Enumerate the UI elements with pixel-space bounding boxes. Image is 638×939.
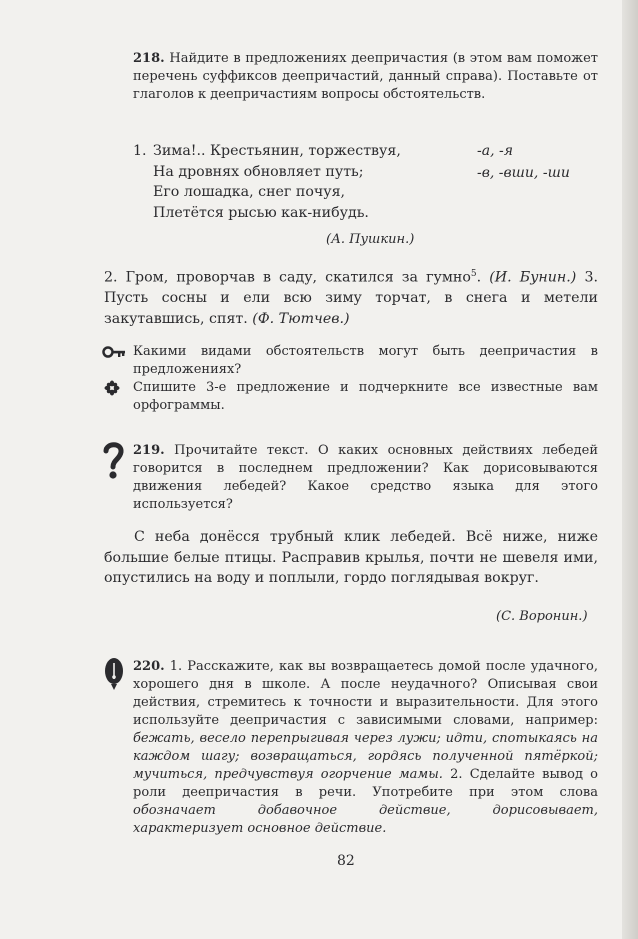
footnote-mark: 5 (470, 269, 477, 279)
page-number: 82 (337, 853, 355, 869)
flower-icon (104, 380, 120, 396)
poem-line-2: На дровнях обновляет путь; (153, 163, 364, 180)
sentence-2: 2. Гром, проворчав в саду, скатился за гумно (104, 269, 471, 286)
poem-author: (А. Пушкин.) (326, 232, 415, 247)
exercise-219-task-text: Прочитайте текст. О каких основных действиях лебедей говорится в последнем предложении? Как дорисовываются движения лебедей? Какое средство языка для этого используется? (133, 443, 598, 512)
exercise-219-task (133, 442, 598, 514)
exercise-220-task (133, 658, 598, 838)
pen-nib-icon (103, 657, 125, 691)
poem-line-3: Его лошадка, снег почуя, (153, 184, 346, 200)
poem-line-1: Зима!.. Крестьянин, торжествуя, (153, 143, 401, 159)
poem-number: 1. (133, 143, 147, 159)
poem-line-4: Плетётся рысью как-нибудь. (153, 204, 369, 221)
exercise-219-text: С неба донёсся трубный клик лебедей. Всё ниже, ниже большие белые птицы. Расправив крылья, почти не шевеля ими, опустились на воду и поплыли, гордо поглядывая вокруг. (104, 529, 598, 586)
sentence-2-author: (И. Бунин.) (489, 269, 577, 286)
sentence-3-author: (Ф. Тютчев.) (252, 310, 350, 327)
sentence-3: 3. Пусть сосны и ели всю зиму торчат, в снега и метели закутавшись, спят. (104, 269, 598, 327)
suffixes-line-2: -в, -вши, -ши (477, 165, 570, 181)
exercise-218-task-text: Найдите в предложениях деепричастия (в этом вам поможет перечень суффиксов деепричастий, данный справа). Поставьте от глаголов к деепричастиям вопросы обстоятельств. (133, 51, 598, 102)
exercise-219-number: 219. (133, 443, 165, 458)
exercise-220-examples: бежать, весело перепрыгивая через лужи; идти, спотыкаясь на каждом шагу; возвращаться, гордясь полученной пятёркой; мучиться, предчувствуя огорчение мамы. (133, 731, 598, 782)
exercise-218-number: 218. (133, 51, 165, 66)
key-icon (102, 346, 126, 358)
question-key: Какими видами обстоятельств могут быть деепричастия в предложениях? (133, 344, 598, 377)
exercise-220-part2-italic: обозначает добавочное действие, дорисовывает, характеризует основное действие. (133, 803, 598, 836)
question-flower: Спишите 3-е предложение и подчеркните все известные вам орфограммы. (133, 380, 598, 413)
question-mark-icon (101, 440, 125, 480)
exercise-220-number: 220. (133, 659, 165, 674)
exercise-219-author: (С. Воронин.) (496, 609, 588, 624)
exercise-218-task (133, 50, 598, 104)
exercise-218-sentences: 2. Гром, проворчав в саду, скатился за гумно$^5$. (И. Бунин.) 3. Пусть сосны и ели всю зиму торчат, в снега и метели закутавшись, спят. (Ф. Тютчев.) (104, 269, 598, 327)
suffixes-line-1: -а, -я (477, 143, 513, 159)
exercise-220-part1: 1. Расскажите, как вы возвращаетесь домой после удачного, хорошего дня в школе. А после неудачного? Описывая свои действия, стремитесь к точности и выразительности. Для этого используйте деепричастия с зависимыми словами, например: (133, 659, 598, 728)
exercise-220-part2: 2. Сделайте вывод о роли деепричастия в речи. Употребите при этом слова (133, 767, 598, 800)
page-edge (622, 0, 638, 939)
